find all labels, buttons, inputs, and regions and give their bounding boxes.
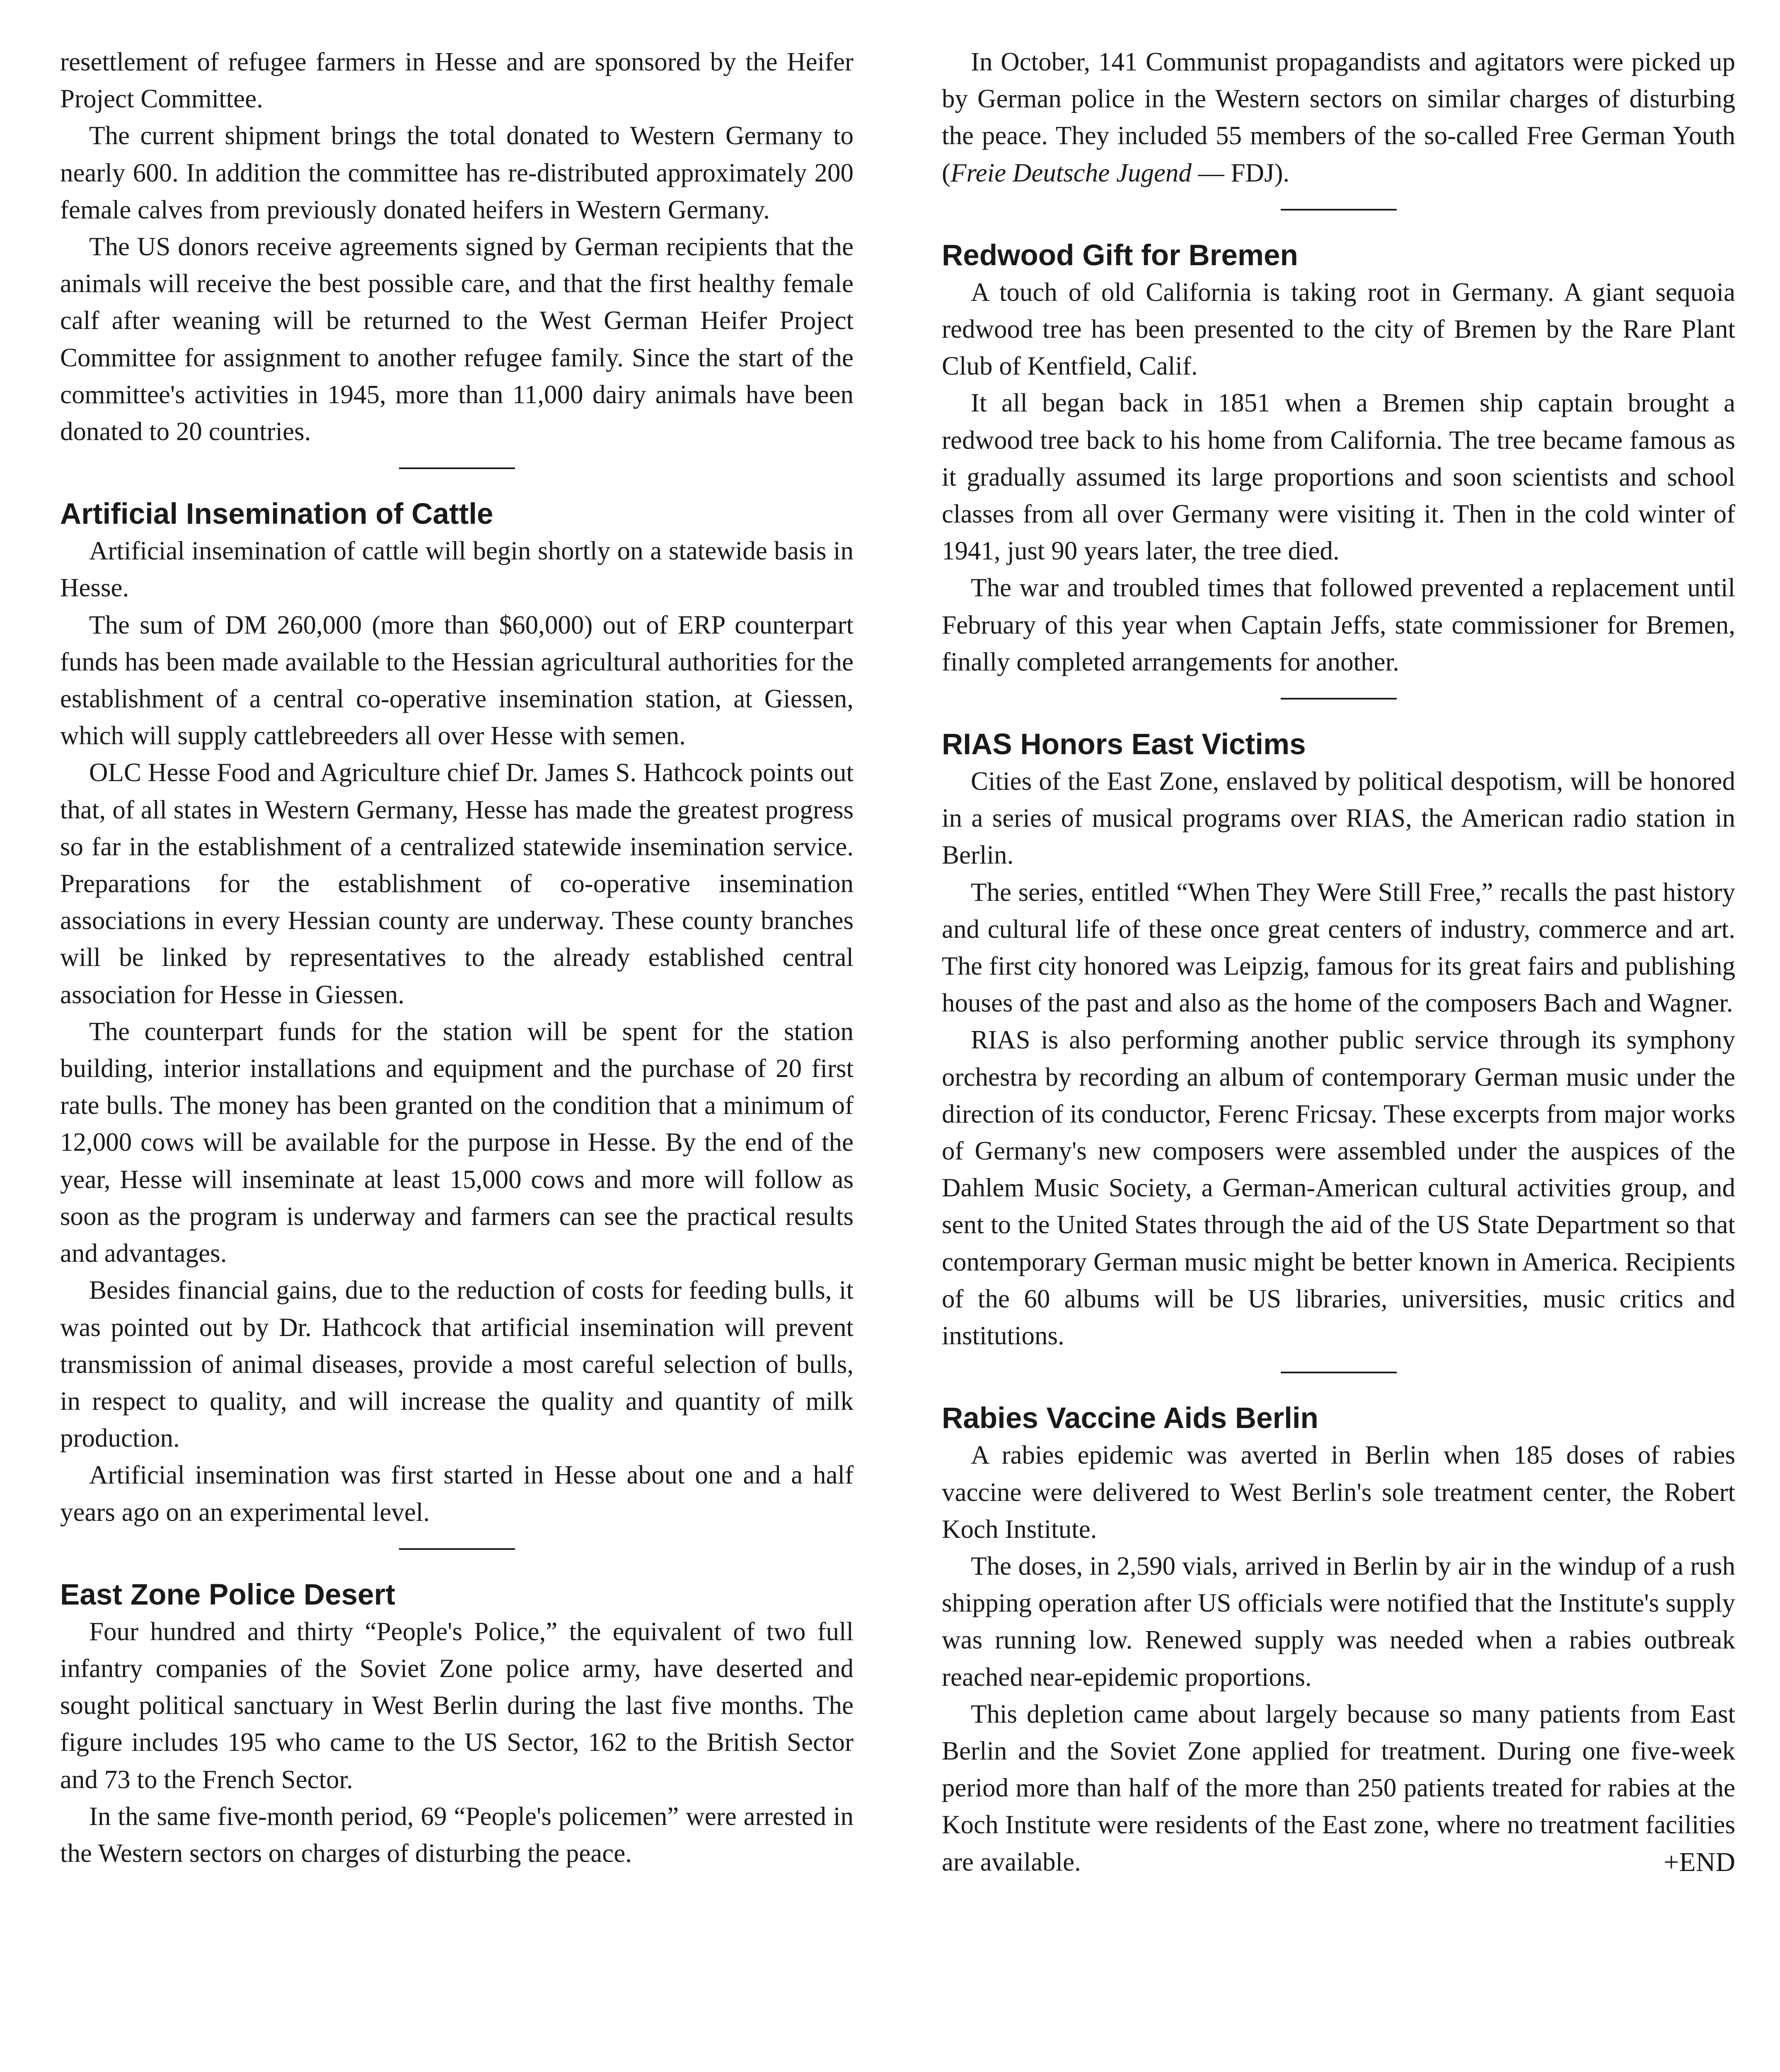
insemination-paragraph-4: The counterpart funds for the station will be spent for the station building, interior installations and equipment and the purchase of 20 first rate bulls. The money has been granted on the condition that a minimum of 12,000 cows will be available for the purpose in Hesse. By the end of the year, Hesse will inseminate at least 15,000 cows and more will follow as soon as the program is underway and farmers can see the practical results and advantages.: [60, 1017, 854, 1268]
rabies-paragraph-2: The doses, in 2,590 vials, arrived in Berlin by air in the windup of a rush shipping operation after US officials were notified that the Institute's supply was running low. Renewed supply was needed when a rabies outbreak reached near-epidemic proportions.: [942, 1551, 1735, 1692]
left-column: [60, 44, 854, 1872]
insemination-paragraph-5: Besides financial gains, due to the reduction of costs for feeding bulls, it was pointed out by Dr. Hathcock that artificial insemination will prevent transmission of animal diseases, provide a most careful selection of bulls, in respect to quality, and will increase the quality and quantity of milk production.: [60, 1276, 854, 1453]
rias-paragraph-2: The series, entitled “When They Were Still Free,” recalls the past history and cultural life of these once great centers of industry, commerce and art. The first city honored was Leipzig, famous for its great fairs and publishing houses of the past and also as the home of the composers Bach and Wagner.: [942, 877, 1735, 1018]
rabies-paragraph-1: A rabies epidemic was averted in Berlin when 185 doses of rabies vaccine were delivered to West Berlin's sole treatment center, the Robert Koch Institute.: [942, 1440, 1735, 1544]
section-divider: [1281, 209, 1397, 211]
insemination-paragraph-2: The sum of DM 260,000 (more than $60,000) out of ERP counterpart funds has been made available to the Hessian agricultural authorities for the establishment of a central co-operative insemination station, at Giessen, which will supply cattlebreeders all over Hesse with semen.: [60, 610, 854, 750]
insemination-paragraph-6: Artificial insemination was first started in Hesse about one and a half years ago on an experimental level.: [60, 1460, 854, 1527]
redwood-heading: Redwood Gift for Bremen: [942, 239, 1298, 272]
insemination-heading: Artificial Insemination of Cattle: [60, 498, 493, 531]
october-italic-text: Freie Deutsche Jugend: [950, 158, 1192, 187]
rias-paragraph-3: RIAS is also performing another public service through its symphony orchestra by recording an album of contemporary German music under the direction of its conductor, Ferenc Fricsay. These excerpts from major works of Germany's new composers were assembled under the auspices of the Dahlem Music Society, a German-American cultural activities group, and sent to the United States through the aid of the US State Department so that contemporary German music might be better known in America. Recipients of the 60 albums will be US libraries, universities, music critics and institutions.: [942, 1025, 1735, 1351]
rias-heading: RIAS Honors East Victims: [942, 728, 1306, 761]
section-divider: [399, 1548, 515, 1550]
insemination-paragraph-3: OLC Hesse Food and Agriculture chief Dr. James S. Hathcock points out that, of all states in Western Germany, Hesse has made the greatest progress so far in the establishment of a centralized statewide insemination service. Preparations for the establishment of co-operative insemination associations in every Hessian county are underway. These county branches will be linked by representatives to the already established central association for Hesse in Giessen.: [60, 758, 854, 1009]
police-heading: East Zone Police Desert: [60, 1578, 395, 1611]
redwood-paragraph-3: The war and troubled times that followed prevented a replacement until February of this year when Captain Jeffs, state commissioner for Bremen, finally completed arrangements for another.: [942, 573, 1735, 676]
rias-paragraph-1: Cities of the East Zone, enslaved by political despotism, will be honored in a series of musical programs over RIAS, the American radio station in Berlin.: [942, 767, 1735, 870]
intro-paragraph-3: The US donors receive agreements signed by German recipients that the animals will receive the best possible care, and that the first healthy female calf after weaning will be returned to the West German Heifer Project Committee for assignment to another refugee family. Since the start of the committee's activities in 1945, more than 11,000 dairy animals have been donated to 20 countries.: [60, 232, 854, 446]
police-paragraph-1: Four hundred and thirty “People's Police,” the equivalent of two full infantry companies of the Soviet Zone police army, have deserted and sought political sanctuary in West Berlin during the last five months. The figure includes 195 who came to the US Sector, 162 to the British Sector and 73 to the French Sector.: [60, 1617, 854, 1794]
insemination-paragraph-1: Artificial insemination of cattle will begin shortly on a statewide basis in Hesse.: [60, 536, 854, 603]
rabies-paragraph-3: [942, 1696, 1735, 1881]
october-text-end: — FDJ).: [1191, 158, 1290, 187]
right-column: [942, 44, 1735, 1881]
redwood-paragraph-1: A touch of old California is taking root in Germany. A giant sequoia redwood tree has been presented to the city of Bremen by the Rare Plant Club of Kentfield, Calif.: [942, 277, 1735, 381]
rabies-heading: Rabies Vaccine Aids Berlin: [942, 1402, 1318, 1435]
end-mark: +END: [1664, 1847, 1735, 1877]
october-text: In October, 141 Communist propagandists and agitators were picked up by German police in the Western sectors on similar charges of disturbing the peace. They included 55 members of the so-called Free German Youth (: [942, 47, 1735, 187]
rabies-paragraph-3-text: This depletion came about largely because so many patients from East Berlin and the Soviet Zone applied for treatment. During one five-week period more than half of the more than 250 patients treated for rabies at the Koch Institute were residents of the East zone, where no treatment facilities are available.: [942, 1699, 1735, 1876]
intro-paragraph-2: The current shipment brings the total donated to Western Germany to nearly 600. In addition the committee has re-distributed approximately 200 female calves from previously donated heifers in Western Germany.: [60, 121, 854, 224]
police-paragraph-2: In the same five-month period, 69 “People's policemen” were arrested in the Western sectors on charges of disturbing the peace.: [60, 1801, 854, 1868]
section-divider: [1281, 698, 1397, 700]
october-paragraph: [942, 44, 1735, 191]
section-divider: [399, 467, 515, 469]
redwood-paragraph-2: It all began back in 1851 when a Bremen ship captain brought a redwood tree back to his home from California. The tree became famous as it gradually assumed its large proportions and soon scientists and school classes from all over Germany were visiting it. Then in the cold winter of 1941, just 90 years later, the tree died.: [942, 388, 1735, 566]
section-divider: [1281, 1372, 1397, 1373]
intro-paragraph-1: resettlement of refugee farmers in Hesse and are sponsored by the Heifer Project Committee.: [60, 47, 854, 114]
